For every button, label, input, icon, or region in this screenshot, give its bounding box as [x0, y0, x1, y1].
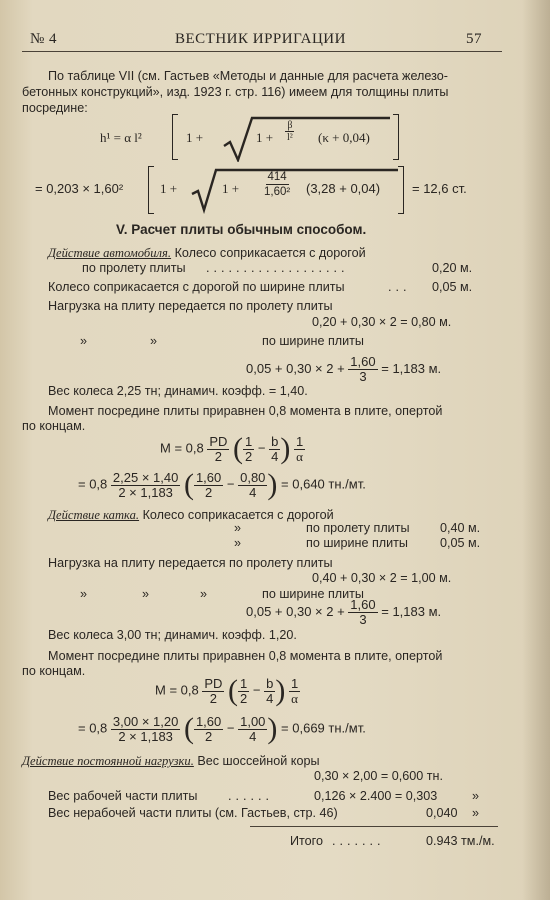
car-span-label: по пролету плиты — [82, 261, 186, 275]
roller-m-alpha: α — [291, 690, 298, 706]
car-r-res: = 0,640 тн./мт. — [281, 476, 366, 492]
car-r-den: 2 × 1,183 — [118, 484, 173, 500]
roller-load-width-a: 0,05 + 0,30 × 2 + — [246, 603, 345, 619]
car-width-label: Колесо соприкасается с дорогой по ширине плиты — [48, 280, 345, 294]
roller-r-d2: 4 — [249, 728, 257, 744]
journal-title: ВЕСТНИК ИРРИГАЦИИ — [175, 31, 346, 47]
car-moment-line-2: по концам. — [22, 419, 86, 433]
dead-work-leader: ...... — [228, 789, 273, 803]
roller-m-rparen: ) — [275, 674, 286, 707]
car-m-2: 2 — [214, 448, 222, 464]
car-ditto-2: » — [150, 334, 158, 348]
formula1-right-bracket — [393, 114, 399, 160]
roller-m-1: 1 — [240, 675, 248, 691]
roller-load-span-calc: 0,40 + 0,30 × 2 = 1,00 м. — [312, 571, 452, 585]
car-load-span-label: Нагрузка на плиту передается по пролету плиты — [48, 299, 333, 313]
roller-r-rparen: ) — [267, 712, 278, 745]
roller-ditto-2: » — [234, 536, 242, 550]
roller-load-width-label: по ширине плиты — [262, 587, 364, 601]
roller-load-span-label: Нагрузка на плиту передается по пролету плиты — [48, 556, 333, 570]
car-m-rparen: ) — [280, 432, 291, 465]
roller-ditto-1: » — [234, 521, 242, 535]
car-moment-result: = 0,8 $\frac{2,25 \times 1,40}{2 \times 1,183}$ ( $\frac{1,60}{2}$ − $\frac{0,80}{4}$ ) = 0,640 тн./мт. — [78, 468, 366, 501]
formula1-l2: l² — [287, 132, 293, 143]
roller-weight: Вес колеса 3,00 тн; динамич. коэфф. 1,20. — [48, 628, 297, 642]
roller-r-n2: 1,00 — [240, 713, 266, 729]
dead-work-label: Вес рабочей части плиты — [48, 789, 198, 803]
car-ditto-1: » — [80, 334, 88, 348]
header-rule — [22, 51, 502, 52]
dead-heading: Действие постоянной нагрузки. — [22, 754, 194, 768]
formula1-kappa: (κ + 0,04) — [318, 130, 370, 145]
formula2-result: = 12,6 ст. — [412, 181, 467, 196]
formula1-lhs: h¹ = α l² — [100, 130, 142, 145]
roller-r-d1: 2 — [204, 728, 213, 744]
roller-ditto-4: » — [142, 587, 150, 601]
car-r-eq: = 0,8 — [78, 476, 108, 492]
car-load-width-den: 3 — [359, 369, 367, 384]
car-m-lparen: ( — [233, 432, 244, 465]
roller-width-label: по ширине плиты — [306, 536, 408, 550]
intro-line-1: По таблице VII (см. Гастьев «Методы и данные для расчета железо- — [48, 69, 448, 83]
roller-ditto-5: » — [200, 587, 208, 601]
car-heading: Действие автомобиля. — [48, 246, 172, 260]
dead-line-1 — [22, 754, 320, 769]
roller-m-lhs: M = 0,8 — [155, 682, 199, 698]
roller-ditto-3: » — [80, 587, 88, 601]
car-r-n1: 1,60 — [195, 469, 222, 485]
roller-heading: Действие катка. — [48, 508, 140, 522]
roller-width-value: 0,05 м. — [440, 536, 481, 550]
roller-m-2: 2 — [209, 690, 217, 706]
roller-m-4: 4 — [266, 690, 274, 706]
formula1-beta: β — [287, 120, 293, 131]
roller-m-1b: 1 — [290, 675, 299, 691]
car-moment-formula: M = 0,8 $\frac{PD}{2}$ ( $\frac{1}{2}$ − $\frac{b}{4}$ ) $\frac{1}{\alpha}$ — [160, 432, 304, 465]
car-line-1 — [48, 246, 366, 261]
formula2-left-bracket — [148, 166, 154, 214]
page-spine-shadow — [522, 0, 550, 900]
roller-m-pd: PD — [204, 675, 223, 691]
car-weight: Вес колеса 2,25 тн; динамич. коэфф. = 1,40. — [48, 384, 308, 398]
car-load-width-a: 0,05 + 0,30 × 2 + — [246, 360, 345, 376]
roller-r-n1: 1,60 — [195, 713, 222, 729]
roller-load-width-calc — [246, 598, 441, 627]
roller-moment-line-2: по концам. — [22, 664, 86, 678]
formula1-fraction — [285, 120, 295, 143]
car-r-d1: 2 — [204, 484, 213, 500]
issue-number: № 4 — [30, 31, 58, 47]
car-width-leader: ... — [388, 280, 411, 294]
car-r-d2: 4 — [249, 484, 257, 500]
formula2-lhs: = 0,203 × 1,60² — [35, 181, 124, 196]
formula1-one: 1 + — [186, 130, 204, 145]
car-m-4: 4 — [271, 448, 279, 464]
section-title: V. Расчет плиты обычным способом. — [116, 222, 367, 237]
total-leader: ....... — [332, 834, 385, 848]
car-m-1: 1 — [245, 433, 253, 449]
dead-nonwork-ditto: » — [472, 806, 480, 820]
car-load-span-calc: 0,20 + 0,30 × 2 = 0,80 м. — [312, 315, 452, 329]
roller-moment-result: = 0,8 $\frac{3,00 \times 1,20}{2 \times 1,183}$ ( $\frac{1,60}{2}$ − $\frac{1,00}{4}$ ) = 0,669 тн./мт. — [78, 712, 366, 745]
car-load-width-num: 1,60 — [350, 354, 376, 369]
roller-load-width-b: = 1,183 м. — [381, 603, 442, 619]
roller-r-num: 3,00 × 1,20 — [112, 713, 179, 729]
roller-m-lparen: ( — [228, 674, 239, 707]
car-span-value: 0,20 м. — [432, 261, 473, 275]
formula2-fraction — [262, 170, 292, 199]
car-r-rparen: ) — [267, 468, 278, 501]
roller-moment-formula: M = 0,8 $\frac{PD}{2}$ ( $\frac{1}{2}$ − $\frac{b}{4}$ ) $\frac{1}{\alpha}$ — [155, 674, 299, 707]
car-span-leader: ................... — [206, 261, 349, 275]
car-r-n2: 0,80 — [240, 469, 266, 485]
car-m-alpha: α — [296, 448, 303, 464]
intro-line-3: посредине: — [22, 101, 88, 115]
formula2-den: 1,60² — [264, 186, 291, 198]
car-r-lparen: ( — [183, 468, 194, 501]
roller-load-width-num: 1,60 — [350, 597, 376, 612]
roller-moment-line-1: Момент посредине плиты приравнен 0,8 момента в плите, опертой — [48, 649, 443, 663]
roller-m-2b: 2 — [240, 690, 248, 706]
roller-contact-text: Колесо соприкасается с дорогой — [142, 508, 334, 522]
car-m-pd: PD — [209, 433, 228, 449]
roller-r-eq: = 0,8 — [78, 720, 108, 736]
car-load-width-b: = 1,183 м. — [381, 360, 442, 376]
formula2-one: 1 + — [160, 181, 178, 196]
roller-line-1 — [48, 508, 334, 523]
intro-line-2: бетонных конструкций», изд. 1923 г. стр. 116) имеем для толщины плиты — [22, 85, 449, 99]
roller-r-lparen: ( — [183, 712, 194, 745]
total-rule — [250, 826, 498, 827]
total-label: Итого — [290, 834, 324, 848]
dead-work-ditto: » — [472, 789, 480, 803]
dead-nonwork-label: Вес нерабочей части плиты (см. Гастьев, стр. 46) — [48, 806, 338, 820]
dead-work-value: 0,126 × 2.400 = 0,303 — [314, 789, 438, 803]
car-m-b: b — [271, 433, 279, 449]
page-number: 57 — [466, 31, 482, 47]
car-m-1b: 1 — [295, 433, 304, 449]
car-m-lhs: M = 0,8 — [160, 440, 204, 456]
roller-span-label: по пролету плиты — [306, 521, 410, 535]
car-r-num: 2,25 × 1,40 — [112, 469, 179, 485]
roller-r-den: 2 × 1,183 — [118, 728, 173, 744]
car-m-2b: 2 — [245, 448, 253, 464]
dead-nonwork-value: 0,040 — [426, 806, 458, 820]
roller-r-res: = 0,669 тн./мт. — [281, 720, 366, 736]
car-moment-line-1: Момент посредине плиты приравнен 0,8 момента в плите, опертой — [48, 404, 443, 418]
roller-load-width-den: 3 — [359, 612, 367, 627]
formula2-right-bracket — [398, 166, 404, 214]
car-load-width-label: по ширине плиты — [262, 334, 364, 348]
roller-span-value: 0,40 м. — [440, 521, 481, 535]
car-load-width-calc — [246, 355, 441, 384]
roller-m-b: b — [266, 675, 274, 691]
formula1-left-bracket — [172, 114, 178, 160]
formula1-one-inner: 1 + — [256, 130, 274, 145]
total-value: 0.943 тм./м. — [426, 834, 495, 848]
dead-road-label: Вес шоссейной коры — [197, 754, 320, 768]
formula2-num: 414 — [267, 171, 287, 183]
formula2-one-inner: 1 + — [222, 181, 240, 196]
formula2-paren: (3,28 + 0,04) — [306, 181, 381, 196]
dead-road-calc: 0,30 × 2,00 = 0,600 тн. — [314, 769, 443, 783]
car-width-value: 0,05 м. — [432, 280, 473, 294]
car-contact-text: Колесо соприкасается с дорогой — [174, 246, 366, 260]
